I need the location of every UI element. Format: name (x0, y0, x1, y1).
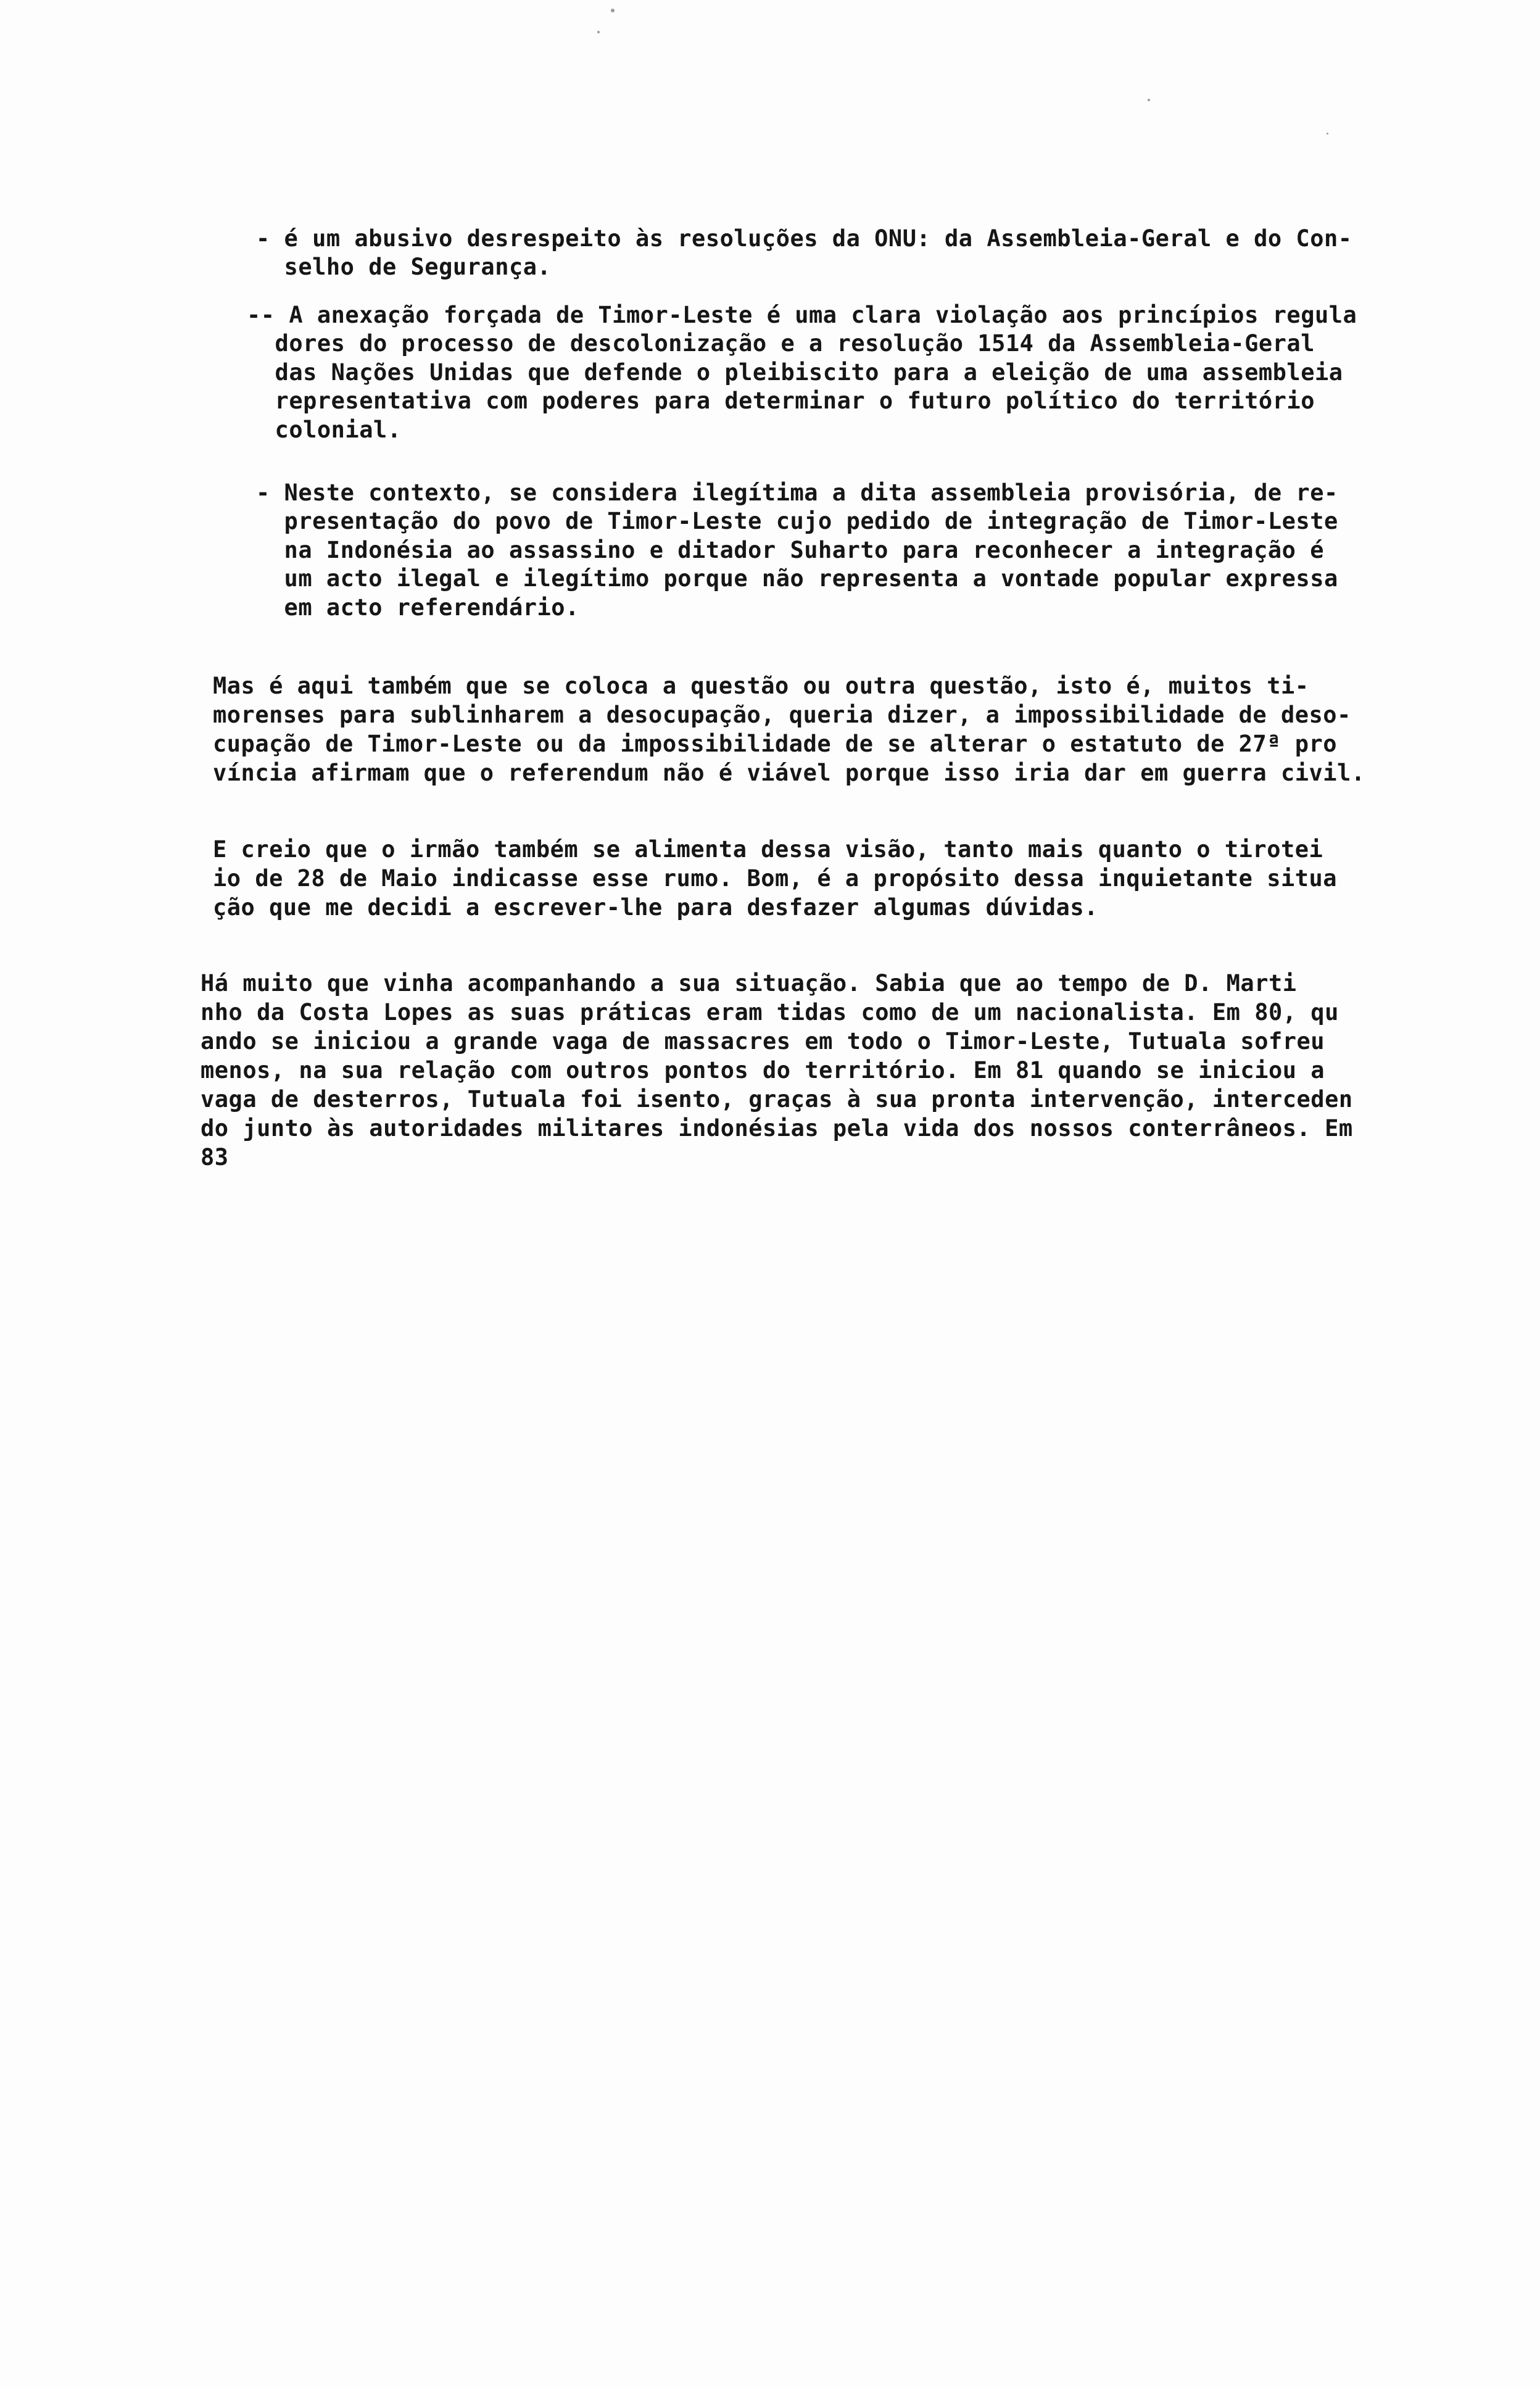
text-line: na Indonésia ao assassino e ditador Suharto para reconhecer a integração é (256, 537, 1324, 563)
text-line: representativa com poderes para determinar o futuro político do território (247, 388, 1315, 414)
text-line: víncia afirmam que o referendum não é viável porque isso iria dar em guerra civil. (213, 760, 1365, 786)
text-line: morenses para sublinharem a desocupação, queria dizer, a impossibilidade de deso- (213, 702, 1351, 728)
text-line: vaga de desterros, Tutuala foi isento, graças à sua pronta intervenção, interceden (201, 1086, 1353, 1113)
text-line: - Neste contexto, se considera ilegítima a dita assembleia provisória, de re- (256, 479, 1338, 506)
text-line: selho de Segurança. (256, 254, 552, 280)
text-line: -- A anexação forçada de Timor-Leste é uma clara violação aos princípios regula (247, 302, 1357, 328)
text-line: - é um abusivo desrespeito às resoluções da ONU: da Assembleia-Geral e do Con- (256, 225, 1352, 252)
scan-speck (1148, 99, 1150, 101)
text-line: 83 (201, 1144, 229, 1171)
scan-speck (611, 9, 615, 12)
text-line: ando se iniciou a grande vaga de massacres em todo o Timor-Leste, Tutuala sofreu (201, 1028, 1325, 1055)
text-line: das Nações Unidas que defende o pleibiscito para a eleição de uma assembleia (247, 359, 1343, 386)
text-line: presentação do povo de Timor-Leste cujo pedido de integração de Timor-Leste (256, 508, 1338, 534)
text-line: em acto referendário. (256, 594, 579, 621)
text-line: dores do processo de descolonização e a resolução 1514 da Assembleia-Geral (247, 330, 1315, 357)
scan-speck (1327, 133, 1328, 135)
text-line: do junto às autoridades militares indonésias pela vida dos nossos conterrâneos. Em (201, 1115, 1353, 1142)
text-line: Há muito que vinha acompanhando a sua situação. Sabia que ao tempo de D. Marti (201, 970, 1297, 997)
text-line: menos, na sua relação com outros pontos do território. Em 81 quando se iniciou a (201, 1057, 1325, 1084)
text-line: nho da Costa Lopes as suas práticas eram tidas como de um nacionalista. Em 80, qu (201, 999, 1339, 1026)
text-line: io de 28 de Maio indicasse esse rumo. Bom, é a propósito dessa inquietante situa (213, 865, 1338, 892)
text-line: colonial. (247, 417, 402, 443)
text-line: ção que me decidi a escrever-lhe para desfazer algumas dúvidas. (213, 894, 1098, 921)
text-line: Mas é aqui também que se coloca a questão ou outra questão, isto é, muitos ti- (213, 673, 1309, 699)
text-line: um acto ilegal e ilegítimo porque não representa a vontade popular expressa (256, 565, 1338, 592)
scan-speck (597, 31, 600, 33)
text-line: cupação de Timor-Leste ou da impossibilidade de se alterar o estatuto de 27ª pro (213, 731, 1338, 757)
text-line: E creio que o irmão também se alimenta dessa visão, tanto mais quanto o tirotei (213, 836, 1323, 863)
